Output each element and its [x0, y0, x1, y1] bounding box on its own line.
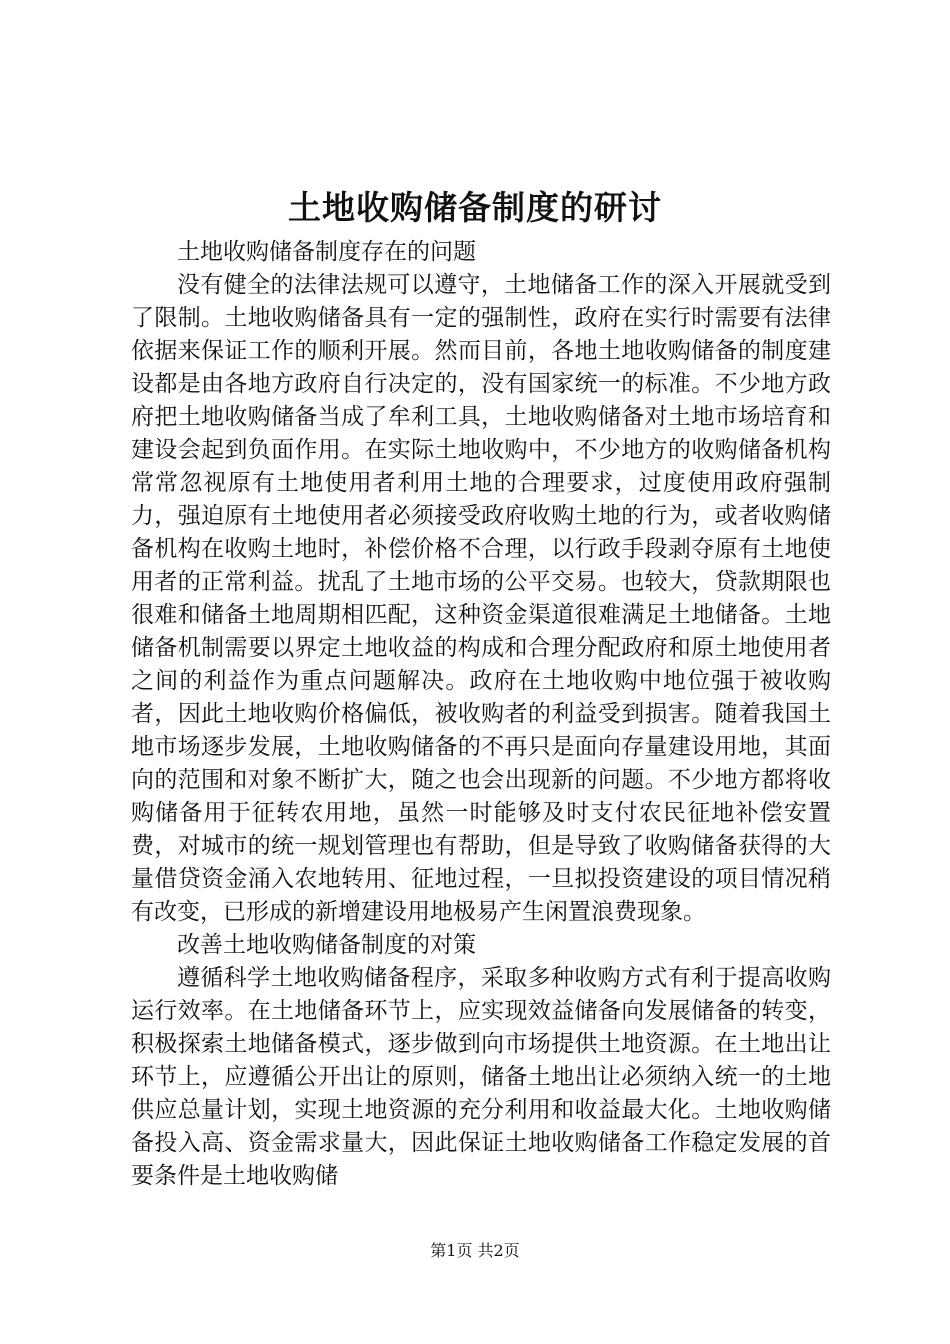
section-paragraph: 没有健全的法律法规可以遵守，土地储备工作的深入开展就受到了限制。土地收购储备具有一定的强制性，政府在实行时需要有法律依据来保证工作的顺利开展。然而目前，各地土地收购储备的制度建设都是由各地方政府自行决定的，没有国家统一的标准。不少地方政府把土地收购储备当成了牟利工具，土地收购储备对土地市场培育和建设会起到负面作用。在实际土地收购中，不少地方的收购储备机构常常忽视原有土地使用者利用土地的合理要求，过度使用政府强制力，强迫原有土地使用者必须接受政府收购土地的行为，或者收购储备机构在收购土地时，补偿价格不合理，以行政手段剥夺原有土地使用者的正常利益。扰乱了土地市场的公平交易。也较大，贷款期限也很难和储备土地周期相匹配，这种资金渠道很难满足土地储备。土地储备机制需要以界定土地收益的构成和合理分配政府和原土地使用者之间的利益作为重点问题解决。政府在土地收购中地位强于被收购者，因此土地收购价格偏低，被收购者的利益受到损害。随着我国土地市场逐步发展，土地收购储备的不再只是面向存量建设用地，其面向的范围和对象不断扩大，随之也会出现新的问题。不少地方都将收购储备用于征转农用地，虽然一时能够及时支付农民征地补偿安置费，对城市的统一规划管理也有帮助，但是导致了收购储备获得的大量借贷资金涌入农地转用、征地过程，一旦拟投资建设的项目情况稍有改变，已形成的新增建设用地极易产生闲置浪费现象。: [131, 272, 831, 925]
document-title: 土地收购储备制度的研讨: [288, 188, 662, 227]
document-body: [131, 236, 831, 1193]
section-heading: 改善土地收购储备制度的对策: [177, 932, 476, 958]
section-paragraph: 遵循科学土地收购储备程序，采取多种收购方式有利于提高收购运行效率。在土地储备环节上，应实现效益储备向发展储备的转变，积极探索土地储备模式，逐步做到向市场提供土地资源。在土地出让环节上，应遵循公开出让的原则，储备土地出让必须纳入统一的土地供应总量计划，实现土地资源的充分利用和收益最大化。土地收购储备投入高、资金需求量大，因此保证土地收购储备工作稳定发展的首要条件是土地收购储: [131, 965, 831, 1189]
page-number-footer: 第1页 共2页: [430, 1241, 520, 1260]
section-heading: 土地收购储备制度存在的问题: [177, 239, 476, 265]
